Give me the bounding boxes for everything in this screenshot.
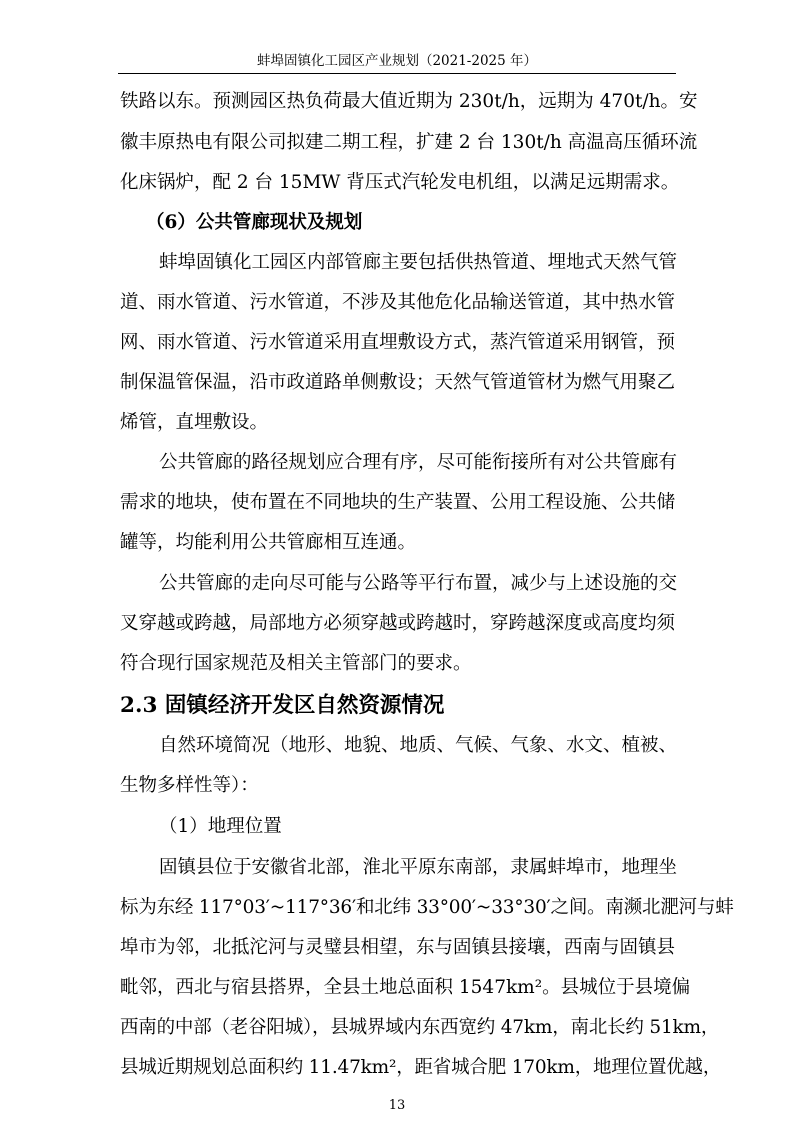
body-line: 毗邻，西北与宿县搭界，全县土地总面积 1547km²。县城位于县境偏 (120, 977, 691, 998)
body-line: 蚌埠固镇化工园区内部管廊主要包括供热管道、埋地式天然气管 (159, 252, 678, 273)
subsection-heading-public-pipe-gallery: （6）公共管廊现状及规划 (146, 212, 363, 233)
body-line: 叉穿越或跨越，局部地方必须穿越或跨越时，穿跨越深度或高度均须 (120, 613, 676, 634)
body-line: 罐等，均能利用公共管廊相互连通。 (120, 532, 417, 553)
body-line: 徽丰原热电有限公司拟建二期工程，扩建 2 台 130t/h 高温高压循环流 (120, 132, 698, 153)
body-line: 自然环境简况（地形、地貌、地质、气候、气象、水文、植被、 (159, 735, 678, 756)
body-line: 公共管廊的走向尽可能与公路等平行布置，减少与上述设施的交 (159, 573, 678, 594)
body-line: 西南的中部（老谷阳城），县城界域内东西宽约 47km，南北长约 51km， (120, 1017, 720, 1038)
body-line: 生物多样性等）： (120, 775, 259, 796)
section-heading-2-3: 2.3 固镇经济开发区自然资源情况 (120, 693, 445, 718)
body-line: 公共管廊的路径规划应合理有序，尽可能衔接所有对公共管廊有 (159, 452, 678, 473)
body-line: 道、雨水管道、污水管道，不涉及其他危化品输送管道，其中热水管 (120, 292, 676, 313)
running-header: 蚌埠固镇化工园区产业规划（2021-2025 年） (256, 53, 538, 69)
header-rule (118, 73, 676, 74)
body-line: 县城近期规划总面积约 11.47km²，距省城合肥 170km，地理位置优越， (120, 1057, 722, 1078)
body-line: 需求的地块，使布置在不同地块的生产装置、公用工程设施、公共储 (120, 492, 676, 513)
body-line: 埠市为邻，北抵沱河与灵璧县相望，东与固镇县接壤，西南与固镇县 (120, 937, 676, 958)
body-line: 标为东经 117°03′~117°36′和北纬 33°00′~33°30′之间。南濒北淝河与蚌 (120, 897, 734, 918)
body-line: 制保温管保温，沿市政道路单侧敷设；天然气管道管材为燃气用聚乙 (120, 372, 676, 393)
body-line: 铁路以东。预测园区热负荷最大值近期为 230t/h，远期为 470t/h。安 (120, 91, 698, 112)
body-line: 烯管，直埋敷设。 (120, 412, 269, 433)
body-line: 固镇县位于安徽省北部，淮北平原东南部，隶属蚌埠市，地理坐 (159, 857, 678, 878)
subsection-heading-location: （1）地理位置 (159, 816, 282, 837)
body-line: 化床锅炉，配 2 台 15MW 背压式汽轮发电机组，以满足远期需求。 (120, 172, 680, 193)
body-line: 符合现行国家规范及相关主管部门的要求。 (120, 653, 472, 674)
body-line: 网、雨水管道、污水管道采用直埋敷设方式，蒸汽管道采用钢管，预 (120, 332, 676, 353)
page-number: 13 (388, 1098, 406, 1113)
